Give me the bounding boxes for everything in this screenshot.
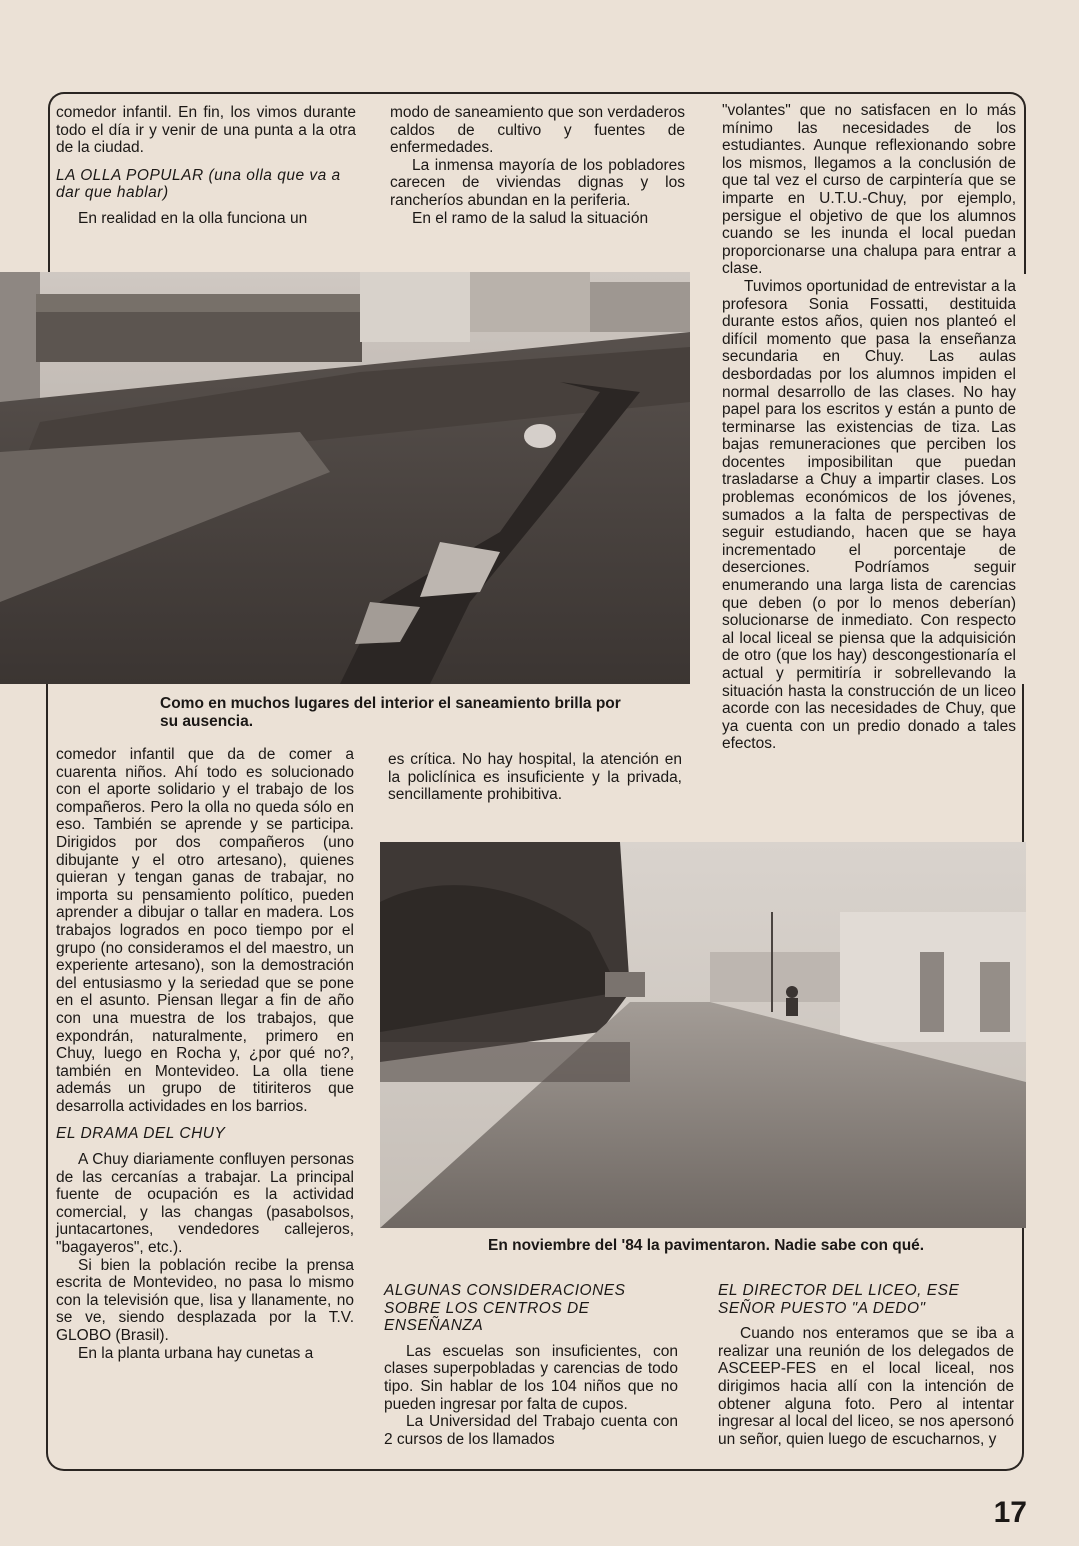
column-1-lower [56, 746, 354, 1362]
paragraph: modo de saneamiento que son verdaderos caldos de cultivo y fuentes de enfermedades. [390, 104, 685, 157]
paragraph: A Chuy diariamente confluyen personas de las cercanías a trabajar. La principal fuente de ocupación es la actividad comercial, y las changas (pasabolsos, juntacartones, vendedores callejeros, "bagayeros", etc.). [56, 1151, 354, 1257]
paragraph: En realidad en la olla funciona un [78, 209, 308, 227]
column-1-top [56, 104, 356, 228]
photo2-caption: En noviembre del '84 la pavimentaron. Nadie sabe con qué. [488, 1237, 925, 1254]
col2-mid-text: es crítica. No hay hospital, la atención en la policlínica es insuficiente y la privada, sencillamente prohibitiva. [388, 751, 682, 804]
paragraph: comedor infantil que da de comer a cuarenta niños. Ahí todo es solucionado con el aporte solidario y el trabajo de los compañeros. Pero la olla no queda sólo en eso. También se aprende y se participa. Dirigidos por dos compañeros (uno dibujante y el otro artesano), quienes quieran y tengan ganas de trabajar, no importa su pensamiento político, pueden aprender a dibujar o tallar en madera. Los trabajos logrados en poco tiempo por el grupo (no consideramos el del maestro, un experiente artesano), son la demostración del entusiasmo y la seriedad que se pone en el asunto. Piensan llegar a fin de año con una muestra de los trabajos, que expondrán, naturalmente, primero en Chuy, luego en Rocha y, ¿por qué no?, también en Montevideo. La olla tiene además un grupo de titiriteros que desarrolla actividades en los barrios. [56, 746, 354, 1115]
section-heading: EL DRAMA DEL CHUY [56, 1125, 226, 1143]
paragraph: comedor infantil. En fin, los vimos durante todo el día ir y venir de una punta a la otra de la ciudad. [56, 104, 356, 157]
photo-drainage-ditch [0, 272, 690, 684]
column-2-lower [384, 1272, 678, 1448]
column-3-lower [718, 1272, 1014, 1448]
paragraph: Las escuelas son insuficientes, con clases superpobladas y carencias de todo tipo. Sin hablar de los 104 niños que no pueden ingresar por falta de cupos. [384, 1342, 678, 1413]
paragraph: Cuando nos enteramos que se iba a realizar una reunión de los delegados de ASCEEP-FES en el local liceal, nos dirigimos hacia allí con la intención de obtener alguna foto. Pero al intentar ingresar al local del liceo, se nos apersonó un señor, quien luego de escucharnos, y [718, 1325, 1014, 1448]
column-2-top [390, 104, 685, 227]
paragraph: La Universidad del Trabajo cuenta con 2 cursos de los llamados [384, 1413, 678, 1448]
photo1-caption: Como en muchos lugares del interior el saneamiento brilla por su ausencia. [160, 695, 621, 730]
paragraph: Si bien la población recibe la prensa escrita de Montevideo, no pasa lo mismo con la televisión que, lisa y llanamente, no se ve, siendo desplazada por la T.V. GLOBO (Brasil). [56, 1256, 354, 1344]
paragraph: La inmensa mayoría de los pobladores carecen de viviendas dignas y los rancheríos abundan en la periferia. [390, 156, 685, 209]
photo-street [380, 842, 1026, 1228]
section-heading: ALGUNAS CONSIDERACIONES SOBRE LOS CENTROS DE ENSEÑANZA [384, 1282, 626, 1335]
page-number: 17 [993, 1496, 1027, 1529]
paragraph: En el ramo de la salud la situación [412, 209, 649, 227]
column-2-mid [388, 751, 682, 804]
section-heading: EL DIRECTOR DEL LICEO, ESE SEÑOR PUESTO "A DEDO" [718, 1282, 960, 1317]
column-3 [722, 102, 1016, 753]
paragraph: En la planta urbana hay cunetas a [78, 1344, 314, 1362]
paragraph: Tuvimos oportunidad de entrevistar a la profesora Sonia Fossatti, destituida durante estos años, quien nos planteó el difícil momento que pasa la enseñanza secundaria en Chuy. Las aulas desbordadas por los alumnos impiden el normal desarrollo de las clases. No hay papel para los escritos y están a punto de terminarse las existencias de tiza. Las bajas remuneraciones que perciben los docentes imposibilitan que puedan trasladarse a Chuy a impartir clases. Los problemas económicos de los jóvenes, sumados a la falta de perspectivas de seguir estudiando, hacen que se haya incrementado el porcentaje de deserciones. Podríamos seguir enumerando una larga lista de carencias que deben (o por lo menos deberían) solucionarse de inmediato. Con respecto al local liceal se piensa que la adquisición de otro (que los hay) descongestionaría el actual y permitiría ir sobrellevando la situación hasta la construcción de un liceo acorde con las necesidades de Chuy, que ya cuenta con un predio donado a tales efectos. [722, 277, 1016, 753]
section-heading: LA OLLA POPULAR (una olla que va a dar que hablar) [56, 166, 341, 202]
paragraph: "volantes" que no satisfacen en lo más mínimo las necesidades de los estudiantes. Aunque reflexionando sobre los mismos, llegamos a la conclusión de que tal vez el curso de carpintería que se imparte en U.T.U.-Chuy, por ejemplo, persigue el objetivo de que los alumnos cuando se les inunda el local puedan proporcionarse una chalupa para entrar a clase. [722, 102, 1016, 278]
